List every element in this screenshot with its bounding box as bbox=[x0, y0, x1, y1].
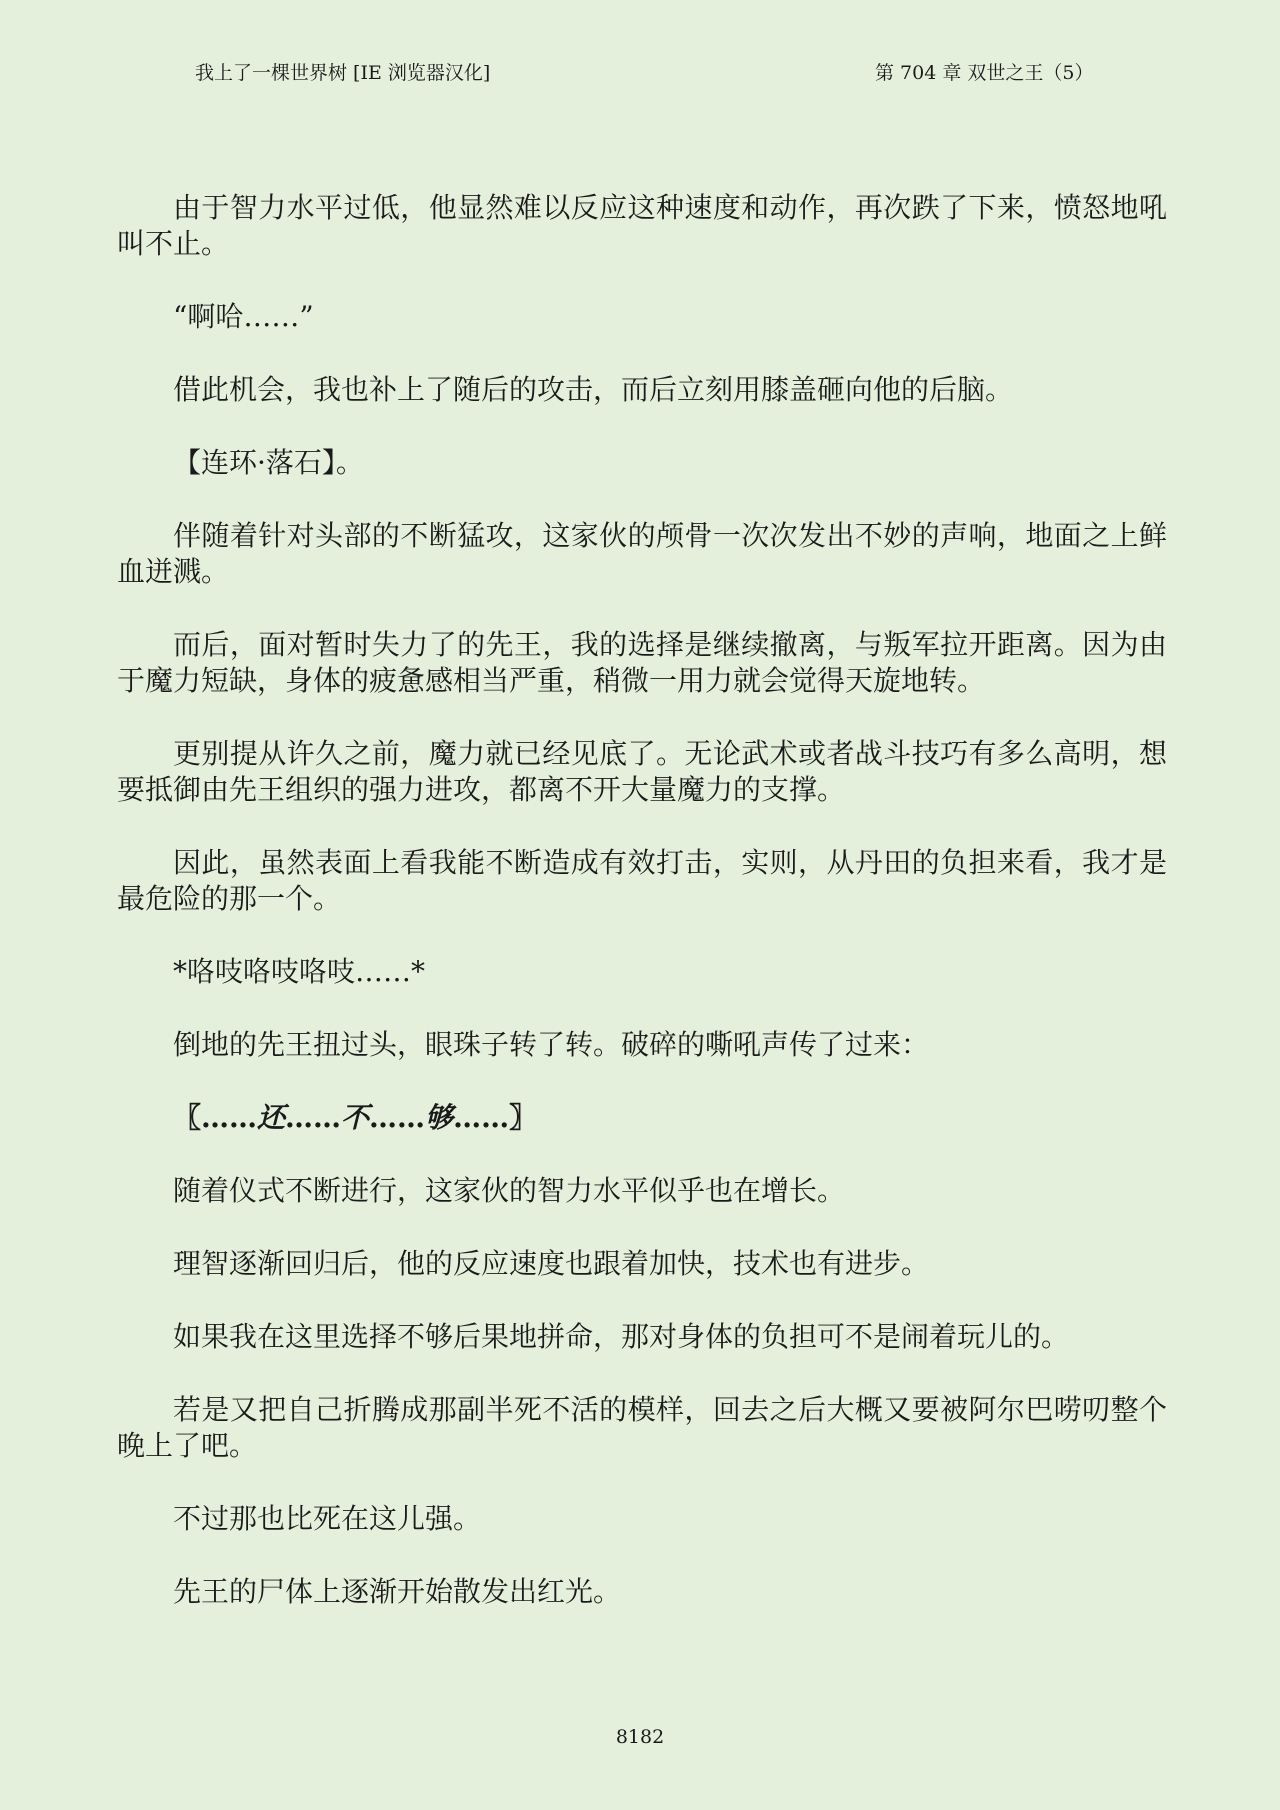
page-header bbox=[0, 58, 1280, 88]
paragraph: “啊哈……” bbox=[173, 300, 314, 333]
book-title: 我上了一棵世界树 [IE 浏览器汉化] bbox=[195, 62, 491, 84]
paragraph: 【连环·落石】。 bbox=[173, 446, 364, 479]
chapter-body bbox=[117, 190, 1167, 1647]
dialog-close-bracket: 〗 bbox=[509, 1101, 538, 1134]
paragraph: 不过那也比死在这儿强。 bbox=[173, 1502, 482, 1535]
paragraph: 借此机会，我也补上了随后的攻击，而后立刻用膝盖砸向他的后脑。 bbox=[173, 373, 1014, 406]
paragraph: 理智逐渐回归后，他的反应速度也跟着加快，技术也有进步。 bbox=[173, 1247, 930, 1280]
paragraph: 先王的尸体上逐渐开始散发出红光。 bbox=[173, 1575, 622, 1608]
dialog-word: 够 bbox=[425, 1101, 454, 1134]
dialog-ellipsis: …… bbox=[201, 1101, 258, 1134]
dialog-ellipsis: …… bbox=[369, 1101, 426, 1134]
paragraph: 伴随着针对头部的不断猛攻，这家伙的颅骨一次次发出不妙的声响，地面之上鲜血迸溅。 bbox=[117, 519, 1167, 588]
paragraph: 而后，面对暂时失力了的先王，我的选择是继续撤离，与叛军拉开距离。因为由于魔力短缺，身体的疲惫感相当严重，稍微一用力就会觉得天旋地转。 bbox=[117, 628, 1167, 697]
paragraph: *咯吱咯吱咯吱……* bbox=[173, 955, 426, 988]
dialog-open-bracket: 〖 bbox=[173, 1101, 202, 1134]
paragraph: 因此，虽然表面上看我能不断造成有效打击，实则，从丹田的负担来看，我才是最危险的那一个。 bbox=[117, 846, 1167, 915]
paragraph: 随着仪式不断进行，这家伙的智力水平似乎也在增长。 bbox=[173, 1174, 846, 1207]
paragraph: 如果我在这里选择不够后果地拼命，那对身体的负担可不是闹着玩儿的。 bbox=[173, 1320, 1070, 1353]
page-number: 8182 bbox=[615, 1726, 665, 1748]
emphasized-dialog bbox=[117, 1100, 1167, 1136]
chapter-title: 第 704 章 双世之王（5） bbox=[875, 62, 1094, 84]
dialog-ellipsis: …… bbox=[285, 1101, 342, 1134]
paragraph: 由于智力水平过低，他显然难以反应这种速度和动作，再次跌了下来，愤怒地吼叫不止。 bbox=[117, 191, 1167, 260]
dialog-ellipsis: …… bbox=[453, 1101, 510, 1134]
paragraph: 若是又把自己折腾成那副半死不活的模样，回去之后大概又要被阿尔巴唠叨整个晚上了吧。 bbox=[117, 1393, 1167, 1462]
dialog-word: 不 bbox=[341, 1101, 370, 1134]
paragraph: 更别提从许久之前，魔力就已经见底了。无论武术或者战斗技巧有多么高明，想要抵御由先王组织的强力进攻，都离不开大量魔力的支撑。 bbox=[117, 737, 1167, 806]
dialog-word: 还 bbox=[257, 1101, 286, 1134]
paragraph: 倒地的先王扭过头，眼珠子转了转。破碎的嘶吼声传了过来： bbox=[173, 1028, 930, 1061]
